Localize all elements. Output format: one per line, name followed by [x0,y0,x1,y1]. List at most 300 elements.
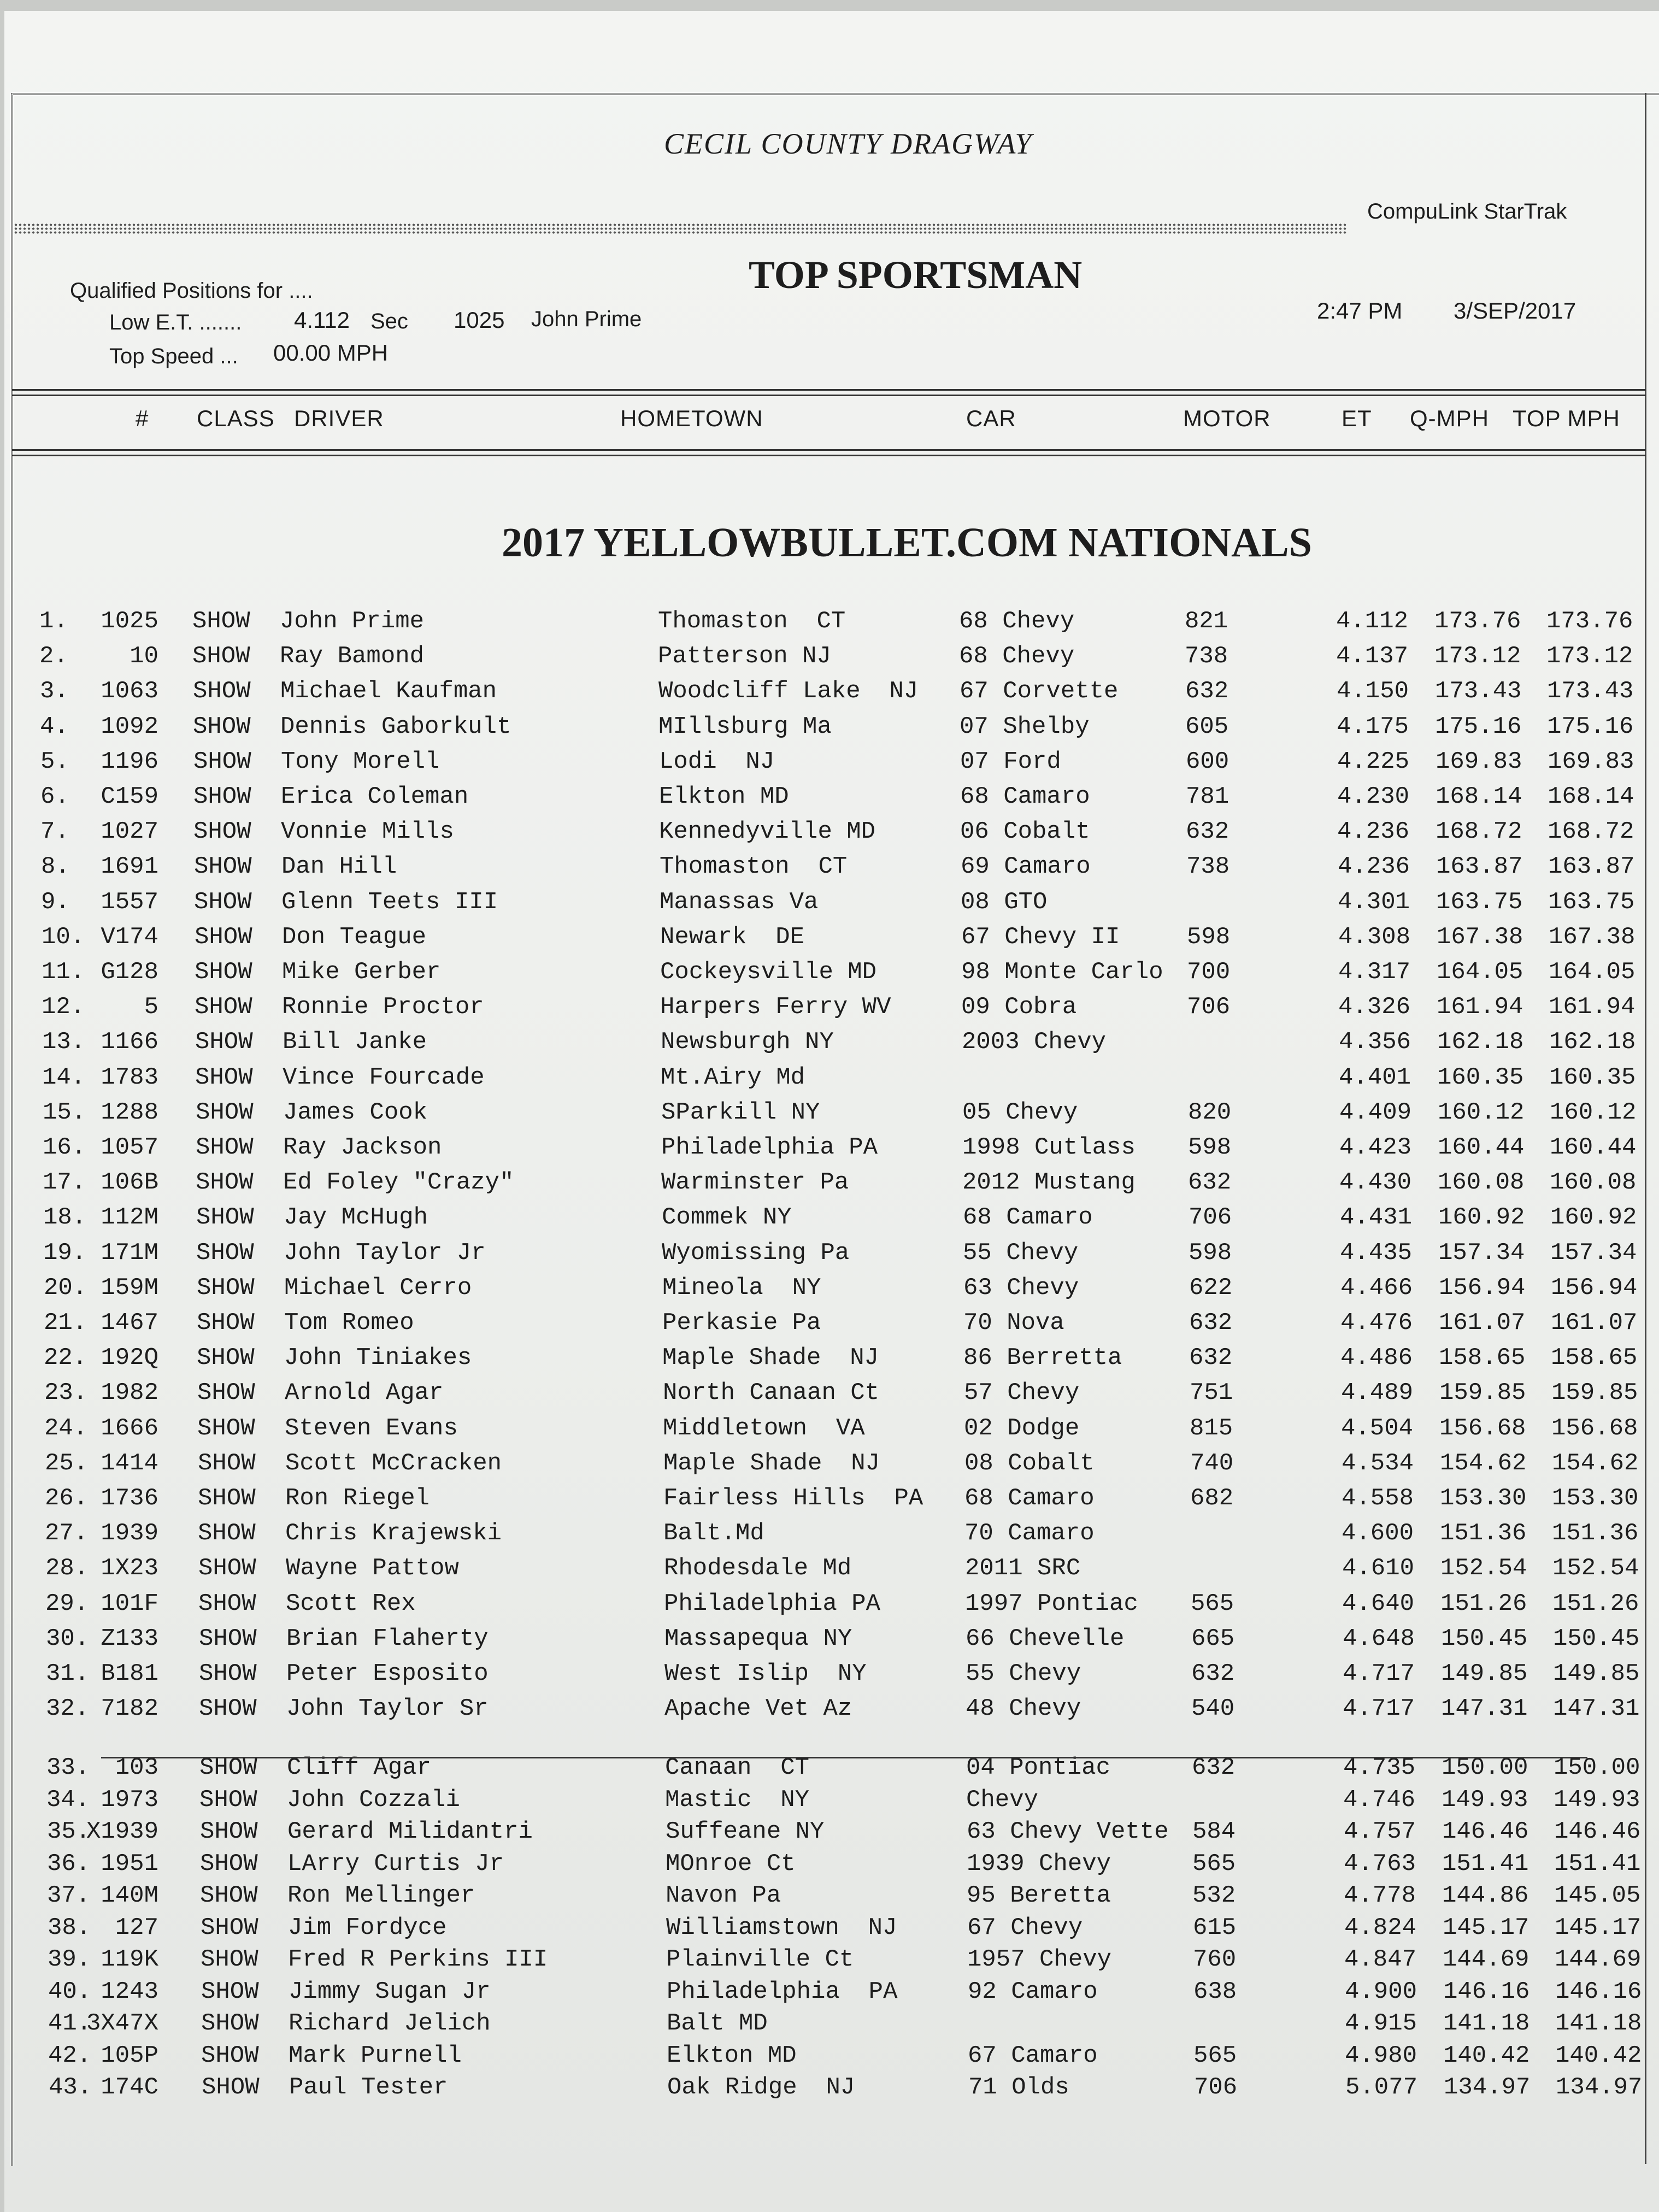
row-top-mph: 157.34 [1550,1239,1637,1267]
row-car-number: 1951 [101,1850,158,1878]
row-class: SHOW [199,1695,257,1723]
row-car-number: 1196 [101,748,158,775]
table-row [0,1309,1659,1342]
row-position: 15. [43,1098,86,1126]
row-car: 1957 Chevy [967,1946,1112,1973]
row-hometown: Suffeane NY [666,1818,825,1845]
row-top-mph: 167.38 [1549,923,1636,951]
row-motor: 820 [1188,1098,1232,1126]
row-car-number: 1666 [101,1414,158,1442]
row-car: 1998 Cutlass [962,1134,1136,1161]
row-q-mph: 134.97 [1444,2074,1531,2101]
row-car-number: 1057 [101,1134,158,1161]
row-top-mph: 134.97 [1556,2074,1643,2101]
row-et: 4.900 [1345,1978,1417,2005]
row-et: 4.746 [1343,1786,1416,1814]
row-position: 34. [46,1786,90,1814]
table-row [0,608,1659,640]
row-class: SHOW [194,853,252,881]
col-header-number: # [136,405,149,431]
row-driver: Dan Hill [281,853,397,881]
row-hometown: Mt.Airy Md [661,1063,805,1091]
brand-label: CompuLink StarTrak [1367,199,1567,223]
row-top-mph: 146.16 [1555,1978,1642,2005]
row-et: 4.504 [1341,1414,1414,1442]
row-et: 4.489 [1341,1379,1414,1407]
row-hometown: Fairless Hills PA [663,1485,923,1512]
table-row [0,1818,1659,1851]
table-row [0,1754,1659,1787]
table-row [0,678,1659,710]
row-position: 21. [44,1309,87,1337]
row-hometown: Philadelphia PA [667,1978,898,2005]
row-car-number: 103 [115,1754,158,1781]
low-et-unit: Sec [370,309,408,333]
row-car: 70 Nova [963,1309,1064,1337]
row-top-mph: 153.30 [1552,1485,1639,1512]
row-class: SHOW [196,1239,254,1267]
row-car: 08 Cobalt [964,1449,1095,1477]
row-top-mph: 141.18 [1555,2010,1642,2037]
row-motor: 665 [1191,1625,1235,1652]
row-position: 37. [47,1882,91,1909]
row-hometown: Warminster Pa [661,1169,849,1197]
row-position: 13. [42,1028,86,1056]
col-header-car: CAR [966,405,1016,431]
row-motor: 632 [1189,1344,1233,1372]
row-q-mph: 160.92 [1438,1204,1525,1232]
row-q-mph: 149.85 [1441,1660,1528,1687]
row-position: 9. [41,888,70,916]
col-header-class: CLASS [197,405,275,431]
row-driver: Ed Foley "Crazy" [283,1169,514,1197]
row-top-mph: 168.14 [1548,783,1634,810]
table-row [0,783,1659,816]
table-row [0,1064,1659,1097]
table-row [0,2042,1659,2075]
row-class: SHOW [201,1978,259,2005]
row-top-mph: 160.35 [1549,1063,1636,1091]
row-et: 4.717 [1343,1660,1415,1687]
row-hometown: Mineola NY [662,1274,821,1302]
row-position: 3. [40,678,69,705]
row-et: 4.763 [1344,1850,1416,1878]
row-car-number: 1288 [101,1098,158,1126]
row-et: 4.326 [1338,993,1411,1021]
row-car: 2003 Chevy [962,1028,1107,1056]
row-hometown: Kennedyville MD [659,818,876,846]
row-class: SHOW [195,958,252,986]
row-q-mph: 164.05 [1437,958,1523,986]
row-et: 4.486 [1340,1344,1413,1372]
row-position: 7. [40,818,69,846]
row-class: SHOW [200,1850,258,1878]
row-car: 66 Chevelle [966,1625,1125,1652]
row-q-mph: 173.76 [1434,608,1521,635]
row-driver: Jim Fordyce [288,1914,447,1942]
row-top-mph: 169.83 [1548,748,1634,775]
row-car: 67 Corvette [960,678,1119,705]
row-car-number: 1063 [101,678,158,705]
row-class: SHOW [195,1063,253,1091]
row-motor: 706 [1187,993,1231,1021]
row-car: 68 Chevy [959,608,1075,635]
row-et: 4.431 [1340,1204,1413,1232]
table-row [0,1946,1659,1979]
row-position: 11. [42,958,85,986]
row-top-mph: 163.75 [1548,888,1635,916]
row-motor: 781 [1186,783,1229,810]
row-class: SHOW [197,1379,255,1407]
row-q-mph: 150.45 [1441,1625,1528,1652]
row-driver: Jimmy Sugan Jr [289,1978,491,2005]
row-driver: James Cook [283,1098,428,1126]
row-car-number: 1736 [101,1485,158,1512]
row-et: 4.301 [1338,888,1410,916]
row-class: SHOW [199,1625,257,1652]
row-car: 2011 SRC [965,1555,1081,1582]
row-position: 17. [43,1169,86,1197]
row-car-number: 1973 [101,1786,158,1814]
row-motor: 706 [1194,2074,1238,2101]
row-top-mph: 173.43 [1547,678,1634,705]
row-et: 4.600 [1342,1520,1414,1548]
row-car: 06 Cobalt [960,818,1090,846]
row-et: 4.236 [1337,818,1410,846]
row-et: 4.717 [1343,1695,1415,1723]
row-car-number: 192Q [101,1344,158,1372]
row-position: 19. [43,1239,87,1267]
row-q-mph: 150.00 [1442,1754,1528,1781]
row-et: 4.824 [1344,1914,1417,1942]
row-et: 4.230 [1337,783,1410,810]
row-car-number: G128 [101,958,158,986]
row-car: 04 Pontiac [966,1754,1111,1781]
row-car-number: 112M [101,1204,158,1232]
row-motor: 615 [1193,1914,1237,1942]
row-position: 14. [42,1063,86,1091]
event-class-title: TOP SPORTSMAN [749,253,1083,297]
row-car: 86 Berretta [963,1344,1122,1372]
row-motor: 605 [1185,713,1229,740]
row-top-mph: 162.18 [1549,1028,1636,1056]
row-class: SHOW [199,1660,257,1687]
row-driver: John Taylor Jr [284,1239,486,1267]
row-hometown: Apache Vet Az [664,1695,852,1723]
row-top-mph: 151.26 [1552,1590,1639,1617]
row-driver: Peter Esposito [286,1660,489,1687]
row-q-mph: 161.07 [1439,1309,1526,1337]
row-driver: Michael Kaufman [280,678,497,705]
row-hometown: Elkton MD [667,2042,797,2069]
row-top-mph: 161.07 [1551,1309,1638,1337]
row-et: 4.558 [1342,1485,1414,1512]
row-driver: Scott McCracken [285,1449,502,1477]
row-top-mph: 149.85 [1553,1660,1640,1687]
row-et: 4.356 [1339,1028,1411,1056]
row-class: SHOW [198,1520,256,1548]
row-car-number: 171M [101,1239,158,1267]
row-position: 20. [44,1274,87,1302]
row-position: 5. [40,748,69,775]
row-top-mph: 159.85 [1551,1379,1638,1407]
row-q-mph: 163.87 [1436,853,1523,881]
row-driver: Ron Mellinger [287,1882,475,1909]
row-hometown: Balt.Md [663,1520,764,1548]
row-car: 55 Chevy [963,1239,1079,1267]
table-row [0,1978,1659,2011]
row-driver: Chris Krajewski [285,1520,502,1548]
row-driver: Bill Janke [283,1028,427,1056]
col-header-hometown: HOMETOWN [620,405,763,431]
row-motor: 540 [1191,1695,1235,1723]
row-q-mph: 168.72 [1436,818,1522,846]
row-class: SHOW [201,2042,259,2069]
row-position: 8. [41,853,70,881]
row-position: 42. [48,2042,92,2069]
row-q-mph: 144.86 [1442,1882,1529,1909]
row-top-mph: 150.00 [1554,1754,1640,1781]
row-car: 08 GTO [961,888,1048,916]
row-class: SHOW [193,713,251,740]
row-position: 16. [43,1134,86,1161]
row-driver: Cliff Agar [287,1754,432,1781]
row-class: SHOW [197,1344,255,1372]
row-driver: Jay McHugh [284,1204,428,1232]
table-row [0,923,1659,956]
row-top-mph: 161.94 [1549,993,1636,1021]
row-position: 12. [42,993,85,1021]
row-hometown: Elkton MD [659,783,789,810]
row-q-mph: 151.26 [1440,1590,1527,1617]
row-car-number: B181 [101,1660,158,1687]
row-top-mph: 146.46 [1554,1818,1641,1845]
row-q-mph: 156.68 [1439,1414,1526,1442]
table-row [0,818,1659,851]
row-driver: Vince Fourcade [283,1063,485,1091]
row-q-mph: 160.08 [1438,1169,1525,1197]
row-q-mph: 161.94 [1437,993,1523,1021]
row-driver: Fred R Perkins III [288,1946,548,1973]
row-q-mph: 152.54 [1440,1555,1527,1582]
row-car: 2012 Mustang [962,1169,1136,1197]
row-position: 39. [48,1946,91,1973]
row-top-mph: 156.68 [1551,1414,1638,1442]
row-position: 35. [47,1818,91,1845]
row-car: 1997 Pontiac [965,1590,1138,1617]
row-driver: John Taylor Sr [286,1695,489,1723]
table-row [0,1590,1659,1623]
row-motor: 632 [1185,678,1229,705]
table-row [0,1485,1659,1517]
row-et: 4.409 [1339,1098,1412,1126]
row-q-mph: 145.17 [1443,1914,1529,1942]
row-position: 4. [40,713,69,740]
row-position: 22. [44,1344,87,1372]
row-position: 24. [44,1414,88,1442]
row-et: 4.430 [1339,1169,1412,1197]
table-row [0,853,1659,886]
row-top-mph: 158.65 [1551,1344,1638,1372]
row-hometown: SParkill NY [661,1098,820,1126]
row-hometown: Newark DE [660,923,805,951]
row-hometown: Oak Ridge NJ [667,2074,855,2101]
row-hometown: Balt MD [667,2010,768,2037]
row-class: SHOW [200,1882,258,1909]
row-hometown: Manassas Va [660,888,819,916]
row-et: 4.757 [1344,1818,1416,1845]
row-motor: 682 [1190,1485,1234,1512]
row-et: 4.112 [1336,608,1409,635]
row-hometown: West Islip NY [664,1660,867,1687]
row-et: 4.236 [1338,853,1410,881]
row-q-mph: 147.31 [1441,1695,1528,1723]
row-motor: 815 [1190,1414,1233,1442]
row-driver: Glenn Teets III [281,888,498,916]
row-car: 09 Cobra [961,993,1077,1021]
row-motor: 632 [1189,1309,1233,1337]
row-position: 18. [43,1204,87,1232]
row-position: 40. [48,1978,92,2005]
row-q-mph: 154.62 [1440,1449,1527,1477]
row-top-mph: 160.44 [1550,1134,1637,1161]
row-car-number: 159M [101,1274,158,1302]
row-driver: Michael Cerro [284,1274,472,1302]
row-driver: Gerard Milidantri [287,1818,533,1845]
row-driver: Tony Morell [281,748,440,775]
row-q-mph: 163.75 [1436,888,1523,916]
row-class: SHOW [197,1414,255,1442]
row-car-number: 1982 [101,1379,158,1407]
row-hometown: Plainville Ct [666,1946,854,1973]
row-q-mph: 151.41 [1442,1850,1529,1878]
row-motor: 632 [1186,818,1229,846]
row-motor: 638 [1193,1978,1237,2005]
row-motor: 600 [1186,748,1229,775]
row-et: 4.308 [1338,923,1411,951]
row-et: 5.077 [1345,2074,1418,2101]
row-class: SHOW [193,783,251,810]
table-row [0,1204,1659,1237]
col-header-top-mph: TOP MPH [1513,405,1620,431]
row-driver: John Prime [280,608,425,635]
row-class: SHOW [197,1309,255,1337]
row-top-mph: 160.08 [1550,1169,1637,1197]
row-et: 4.466 [1340,1274,1413,1302]
row-car: 70 Camaro [964,1520,1095,1548]
row-hometown: Harpers Ferry WV [660,993,891,1021]
table-row [0,713,1659,746]
row-q-mph: 141.18 [1443,2010,1530,2037]
row-et: 4.610 [1342,1555,1415,1582]
row-driver: Richard Jelich [289,2010,491,2037]
row-car-number: 1783 [101,1063,158,1091]
col-header-q-mph: Q-MPH [1410,405,1489,431]
row-hometown: North Canaan Ct [663,1379,880,1407]
row-class: SHOW [195,993,252,1021]
row-position: 2. [39,643,68,670]
row-car: 63 Chevy Vette [967,1818,1169,1845]
row-hometown: Thomaston CT [658,608,846,635]
row-hometown: Lodi NJ [659,748,775,775]
table-row [0,1450,1659,1482]
row-car-number: X1939 [86,1818,158,1845]
row-driver: Ray Bamond [280,643,425,670]
row-motor: 598 [1189,1239,1232,1267]
row-car: 68 Chevy [959,643,1075,670]
row-class: SHOW [193,748,251,775]
row-class: SHOW [201,1946,258,1973]
table-row [0,1786,1659,1819]
row-et: 4.435 [1340,1239,1413,1267]
table-row [0,958,1659,991]
row-class: SHOW [199,1786,257,1814]
table-row [0,1660,1659,1693]
row-top-mph: 151.41 [1554,1850,1641,1878]
row-top-mph: 145.17 [1555,1914,1642,1942]
row-car: 69 Camaro [961,853,1091,881]
col-header-motor: MOTOR [1183,405,1271,431]
row-driver: Brian Flaherty [286,1625,489,1652]
row-q-mph: 175.16 [1435,713,1522,740]
row-hometown: Massapequa NY [664,1625,852,1652]
row-car: 02 Dodge [964,1414,1080,1442]
row-class: SHOW [192,608,250,635]
row-motor: 706 [1189,1204,1232,1232]
row-top-mph: 151.36 [1552,1520,1639,1548]
table-row [0,2010,1659,2043]
row-car-number: 174C [101,2074,158,2101]
row-motor: 738 [1185,643,1228,670]
row-car: 92 Camaro [968,1978,1098,2005]
row-car-number: 119K [101,1946,158,1973]
row-class: SHOW [196,1134,254,1161]
row-et: 4.778 [1344,1882,1416,1909]
row-hometown: Rhodesdale Md [664,1555,852,1582]
row-class: SHOW [193,678,251,705]
row-driver: LArry Curtis Jr [287,1850,504,1878]
row-class: SHOW [198,1449,256,1477]
row-car-number: 140M [101,1882,158,1909]
row-driver: Ron Riegel [285,1485,430,1512]
row-driver: Erica Coleman [281,783,469,810]
row-hometown: MOnroe Ct [666,1850,796,1878]
row-driver: Don Teague [282,923,427,951]
col-header-driver: DRIVER [294,405,384,431]
row-hometown: Williamstown NJ [666,1914,897,1942]
row-class: SHOW [199,1754,257,1781]
row-position: 27. [45,1520,89,1548]
row-car-number: 1939 [101,1520,158,1548]
row-car-number: 1027 [101,818,158,846]
row-hometown: Patterson NJ [658,643,831,670]
row-et: 4.137 [1336,643,1409,670]
print-date: 3/SEP/2017 [1454,298,1576,323]
row-car: 07 Shelby [960,713,1090,740]
row-motor: 632 [1191,1660,1235,1687]
row-driver: Ray Jackson [283,1134,442,1161]
row-hometown: Philadelphia PA [664,1590,881,1617]
table-row [0,1239,1659,1272]
table-row [0,1169,1659,1202]
row-class: SHOW [198,1590,256,1617]
row-class: SHOW [196,1098,254,1126]
table-row [0,1099,1659,1132]
row-et: 4.980 [1345,2042,1417,2069]
row-class: SHOW [200,1818,258,1845]
row-top-mph: 163.87 [1548,853,1635,881]
top-speed-label: Top Speed ... [109,344,238,368]
